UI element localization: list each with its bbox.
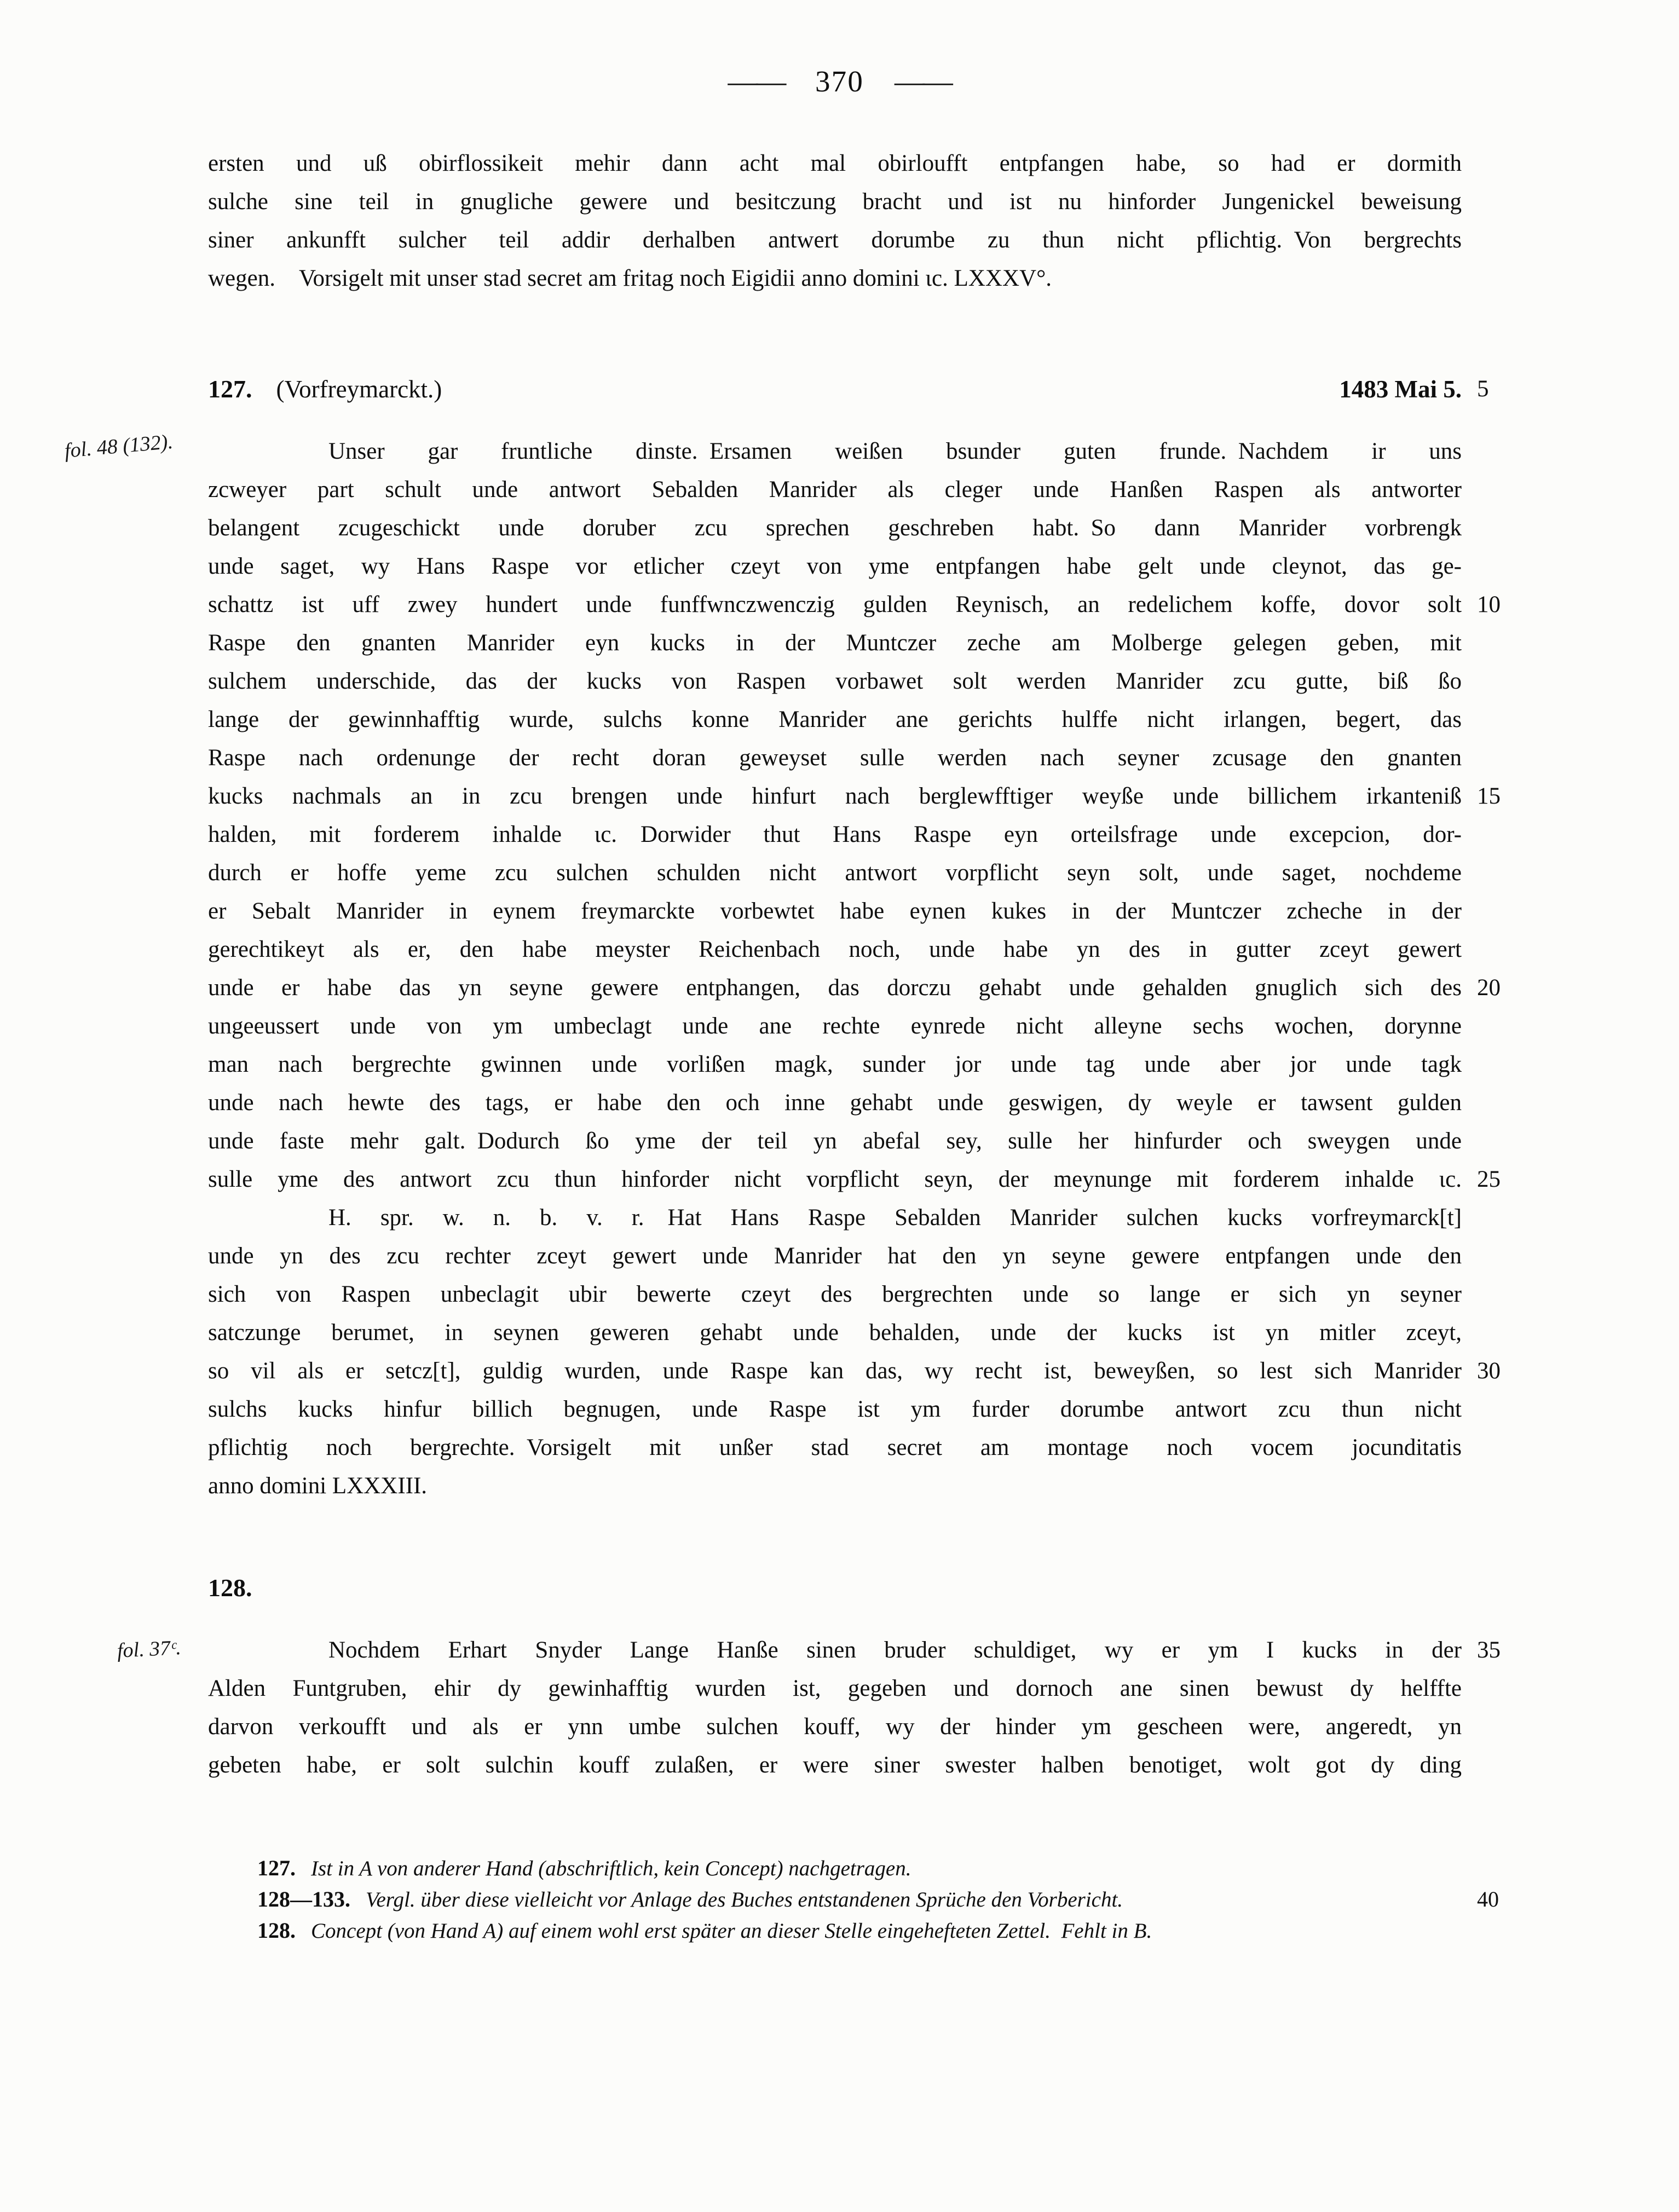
footnotes [257,1852,1499,1946]
entry-127-paragraph-1 [208,432,1501,1199]
text-line: gerechtikeyt als er, den habe meyster Reichenbach noch, unde habe yn des in gutter zceyt gewert [208,937,1462,962]
text-line: Alden Funtgruben, ehir dy gewinhafftig wurden ist, gegeben und dornoch ane sinen bewust dy helffte [208,1676,1462,1701]
entry-127-title: (Vorfreymarckt.) [276,376,442,403]
footnote-label: 127. [257,1856,296,1880]
text-line: unde nach hewte des tags, er habe den och inne gehabt unde geswigen, dy weyle er tawsent gulden [208,1090,1462,1116]
entry-127-paragraph-2 [208,1199,1501,1505]
header-rule-right: —— [895,64,951,98]
footnote-text: Concept (von Hand A) auf einem wohl erst später an dieser Stelle eingehefteten Zettel. Fehlt in B. [311,1919,1152,1943]
line-number: 25 [1477,1166,1501,1192]
text-line: schattz ist uff zwey hundert unde funffwnczwenczig gulden Reynisch, an redelichem koffe, dovor solt 10 [208,586,1462,624]
folio-note-128: fol. 37ᶜ. [116,1636,182,1662]
text-line: wegen. Vorsigelt mit unser stad secret am fritag noch Eigidii anno domini ɩc. LXXXV°. [208,265,1052,291]
text-line: Nochdem Erhart Snyder Lange Hanße sinen bruder schuldiget, wy er ym I kucks in der 35 [208,1631,1462,1670]
text-line: pflichtig noch bergrechte. Vorsigelt mit unßer stad secret am montage noch vocem jocunditatis [208,1435,1462,1460]
text-line: so vil als er setcz[t], guldig wurden, unde Raspe kan das, wy recht ist, beweyßen, so lest sich Manrider 30 [208,1352,1462,1390]
footnote-label: 128. [257,1918,296,1943]
entry-127-number: 127. [208,375,252,403]
text-line: darvon verkoufft und als er ynn umbe sulchen kouff, wy der hinder ym gescheen were, angeredt, yn [208,1714,1462,1740]
text-line: durch er hoffe yeme zcu sulchen schulden nicht antwort vorpflicht seyn solt, unde saget, nochdeme [208,860,1462,886]
text-line: ungeeussert unde von ym umbeclagt unde ane rechte eynrede nicht alleyne sechs wochen, dorynne [208,1013,1462,1039]
text-line: sulchs kucks hinfur billich begnugen, unde Raspe ist ym furder dorumbe antwort zcu thun nicht [208,1396,1462,1422]
text-line: lange der gewinnhafftig wurde, sulchs konne Manrider ane gerichts hulffe nicht irlangen, begert, das [208,707,1462,732]
entry-128-heading [208,1569,1462,1607]
continuation-paragraph [208,145,1462,298]
line-number: 5 [1477,376,1489,402]
text-line: H. spr. w. n. b. v. r. Hat Hans Raspe Sebalden Manrider sulchen kucks vorfreymarck[t] [328,1205,1462,1231]
text-line: er Sebalt Manrider in eynem freymarckte vorbewtet habe eynen kukes in der Muntczer zcheche in der [208,898,1462,924]
line-number: 40 [1477,1887,1499,1911]
text-line: man nach bergrechte gwinnen unde vorlißen magk, sunder jor unde tag unde aber jor unde tagk [208,1052,1462,1077]
folio-note-127: fol. 48 (132). [64,430,174,463]
text-line: sich von Raspen unbeclagit ubir bewerte czeyt des bergrechten unde so lange er sich yn seyner [208,1281,1462,1307]
text-line: Raspe nach ordenunge der recht doran geweyset sulle werden nach seyner zcusage den gnanten [208,745,1462,771]
footnote-text: Ist in A von anderer Hand (abschriftlich, kein Concept) nachgetragen. [311,1857,911,1880]
text-line: unde faste mehr galt. Dodurch ßo yme der teil yn abefal sey, sulle her hinfurder och sweygen unde [208,1128,1462,1154]
footnote-text: Vergl. über diese vielleicht vor Anlage des Buches entstandenen Sprüche den Vorbericht. [366,1888,1123,1911]
entry-127-heading [208,370,1489,408]
text-line: gebeten habe, er solt sulchin kouff zulaßen, er were siner swester halben benotiget, wolt got dy ding [208,1752,1462,1778]
text-line: ersten und uß obirflossikeit mehir dann acht mal obirloufft entpfangen habe, so had er dormith [208,151,1462,176]
text-line: siner ankunfft sulcher teil addir derhalben antwert dorumbe zu thun nicht pflichtig. Von bergrechts [208,227,1462,253]
line-number: 30 [1477,1358,1501,1384]
entry-128-paragraph [208,1631,1501,1784]
footnote [257,1884,1499,1915]
footnote-label: 128—133. [257,1887,350,1911]
text-line: unde er habe das yn seyne gewere entphangen, das dorczu gehabt unde gehalden gnuglich sich des 20 [208,969,1462,1007]
text-line: kucks nachmals an in zcu brengen unde hinfurt nach berglewfftiger weyße unde billichem irkanteniß 15 [208,777,1462,816]
page-number: 370 [815,64,864,98]
footnote [257,1852,1462,1884]
line-number: 10 [1477,592,1501,617]
entry-128-number: 128. [208,1574,252,1602]
text-line: satczunge berumet, in seynen geweren gehabt unde behalden, unde der kucks ist yn mitler zceyt, [208,1320,1462,1345]
text-line: Unser gar fruntliche dinste. Ersamen weißen bsunder guten frunde. Nachdem ir uns [328,438,1462,464]
text-line: belangent zcugeschickt unde doruber zcu sprechen geschreben habt. So dann Manrider vorbrengk [208,515,1462,541]
line-number: 20 [1477,975,1501,1001]
text-line: unde saget, wy Hans Raspe vor etlicher czeyt von yme entpfangen habe gelt unde cleynot, das ge- [208,553,1462,579]
text-line: unde yn des zcu rechter zceyt gewert unde Manrider hat den yn seyne gewere entpfangen unde den [208,1243,1462,1269]
text-line: sulchem underschide, das der kucks von Raspen vorbawet solt werden Manrider zcu gutte, biß ßo [208,668,1462,694]
text-line: Raspe den gnanten Manrider eyn kucks in der Muntczer zeche am Molberge gelegen geben, mit [208,630,1462,656]
text-line: zcweyer part schult unde antwort Sebalden Manrider als cleger unde Hanßen Raspen als antworter [208,477,1462,503]
text-line: sulche sine teil in gnugliche gewere und besitczung bracht und ist nu hinforder Jungenickel beweisung [208,189,1462,215]
text-line: anno domini LXXXIII. [208,1473,428,1499]
text-line: sulle yme des antwort zcu thun hinforder nicht vorpflicht seyn, der meynunge mit forderem inhalde ɩc. 25 [208,1160,1462,1199]
entry-127-date: 1483 Mai 5. [1339,376,1462,403]
line-number: 35 [1477,1637,1501,1663]
text-line: halden, mit forderem inhalde ɩc. Dorwider thut Hans Raspe eyn orteilsfrage unde excepcion, dor- [208,822,1462,847]
line-number: 15 [1477,783,1501,809]
header-rule-left: —— [728,64,784,98]
page-header [0,61,1679,101]
footnote [257,1915,1462,1946]
